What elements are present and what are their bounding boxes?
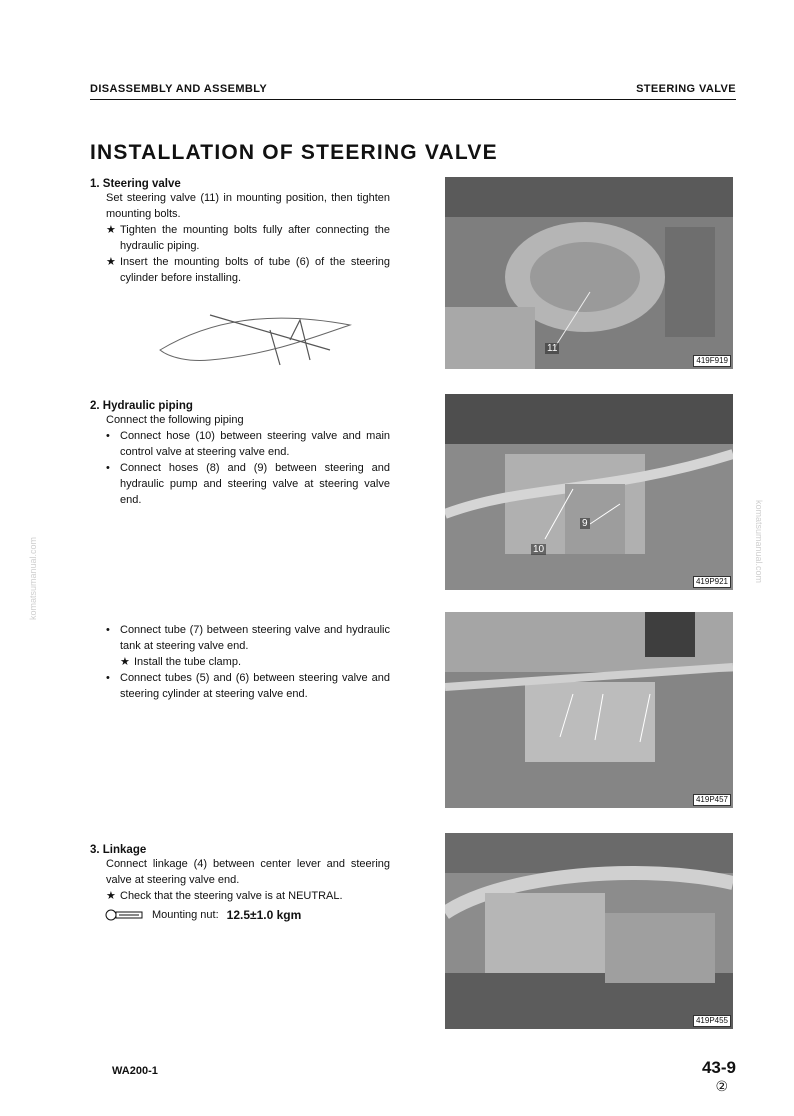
torque-value: 12.5±1.0 kgm	[226, 908, 302, 922]
instruction-text: Set steering valve (11) in mounting position, then tighten mounting bolts.	[106, 192, 390, 220]
photo-hydraulic-hoses	[445, 394, 733, 590]
page-title: INSTALLATION OF STEERING VALVE	[90, 141, 498, 164]
callout-label: 9	[582, 518, 588, 529]
torque-wrench-icon	[104, 909, 144, 921]
bullet-item: • Connect tube (7) between steering valve and hydraulic tank at steering valve end.	[106, 624, 390, 652]
photo-code: 419P455	[693, 1015, 731, 1027]
page-number: 43-9	[701, 1058, 736, 1077]
section-linkage	[90, 844, 390, 922]
section-steering-valve	[90, 178, 390, 286]
bullet-icon: •	[106, 672, 110, 684]
bullet-icon: •	[106, 624, 110, 636]
photo-linkage	[445, 833, 733, 1029]
star-icon: ★	[106, 256, 116, 268]
section-hydraulic-piping-continued	[106, 622, 390, 702]
section-heading: 3. Linkage	[90, 844, 147, 856]
section-hydraulic-piping	[90, 400, 390, 508]
callout-label: 11	[547, 343, 558, 354]
header-section-title: DISASSEMBLY AND ASSEMBLY	[90, 83, 268, 95]
photo-code: 419P457	[693, 794, 731, 806]
note-item: ★ Tighten the mounting bolts fully after connecting the hydraulic piping.	[106, 224, 390, 252]
header-chapter-title: STEERING VALVE	[636, 83, 736, 95]
watermark-left: komatsumanual.com	[28, 536, 38, 620]
bullet-icon: •	[106, 462, 110, 474]
bullet-item: • Connect hose (10) between steering valve and main control valve at steering valve end.	[106, 430, 390, 458]
callout-label: 10	[533, 544, 545, 555]
photo-code: 419F919	[693, 355, 731, 367]
bullet-item: • Connect hoses (8) and (9) between steering and hydraulic pump and steering valve at steering valve end.	[106, 462, 390, 506]
handwritten-scribble-icon	[150, 300, 380, 375]
footer-model: WA200-1	[112, 1065, 158, 1077]
star-icon: ★	[106, 890, 116, 902]
header-rule	[90, 99, 736, 100]
instruction-text: Connect linkage (4) between center lever and steering valve at steering valve end.	[106, 858, 390, 886]
revision-mark: ②	[715, 1078, 728, 1094]
section-heading: 1. Steering valve	[90, 178, 181, 190]
note-item: ★ Install the tube clamp.	[120, 656, 242, 668]
photo-tubes-connection	[445, 612, 733, 808]
bullet-icon: •	[106, 430, 110, 442]
torque-spec	[90, 908, 390, 922]
note-item: ★ Insert the mounting bolts of tube (6) of the steering cylinder before installing.	[106, 256, 390, 284]
watermark-right: komatsumanual.com	[754, 500, 764, 584]
section-heading: 2. Hydraulic piping	[90, 400, 193, 412]
section-body	[90, 856, 390, 904]
instruction-text: Connect the following piping	[106, 414, 244, 426]
star-icon: ★	[106, 224, 116, 236]
section-body	[90, 190, 390, 286]
section-body	[90, 412, 390, 508]
bullet-item: • Connect tubes (5) and (6) between steering valve and steering cylinder at steering valve end.	[106, 672, 390, 700]
note-item: ★ Check that the steering valve is at NEUTRAL.	[106, 890, 343, 902]
photo-steering-valve-position	[445, 177, 733, 369]
photo-code: 419P921	[693, 576, 731, 588]
torque-label: Mounting nut:	[152, 909, 219, 921]
star-icon: ★	[120, 656, 130, 668]
